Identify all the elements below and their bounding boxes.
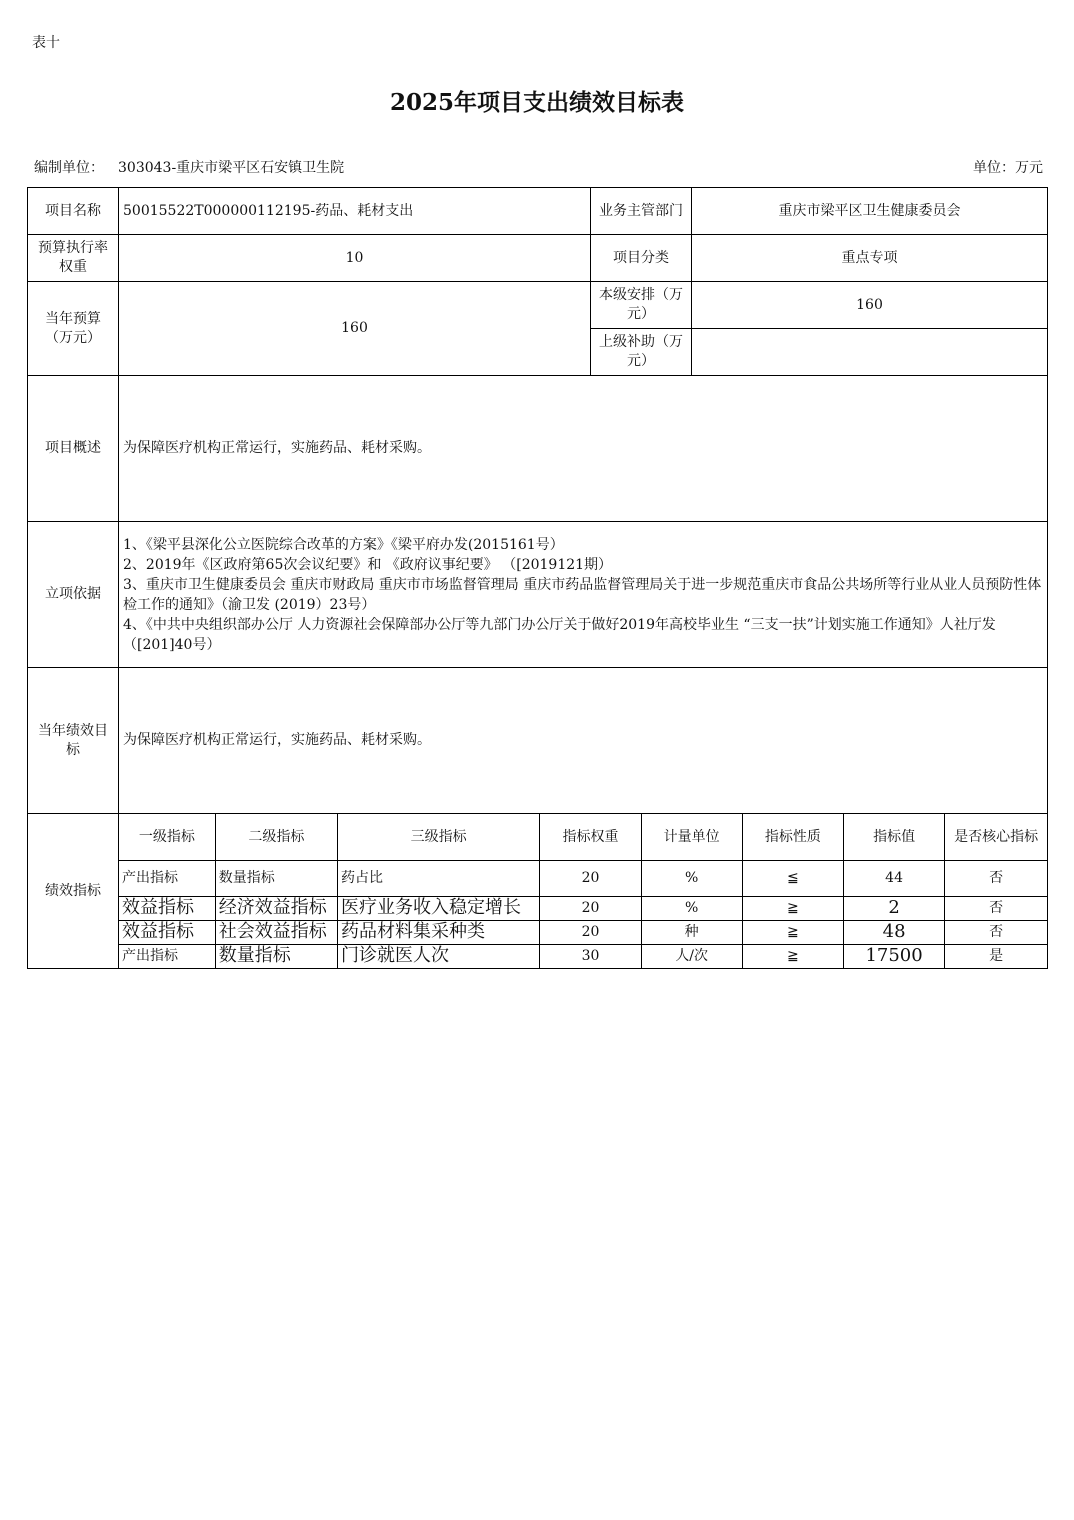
basis-item: 2、2019年《区政府第65次会议纪要》和 《政府议事纪要》 （[2019121期）	[123, 556, 613, 573]
nature-cell: ≦	[742, 860, 843, 896]
level3-cell: 医疗业务收入稳定增长	[337, 896, 539, 920]
weight-cell: 20	[540, 896, 641, 920]
value-cell: 48	[843, 920, 944, 944]
level2-cell: 数量指标	[215, 944, 337, 968]
budget-label: 当年预算（万元）	[28, 282, 119, 376]
nature-cell: ≧	[742, 920, 843, 944]
col-header: 是否核心指标	[945, 814, 1047, 860]
level3-cell: 药品材料集采种类	[337, 920, 539, 944]
col-header: 三级指标	[337, 814, 539, 860]
basis-label: 立项依据	[28, 522, 119, 668]
org-line	[34, 157, 358, 177]
overview-text: 为保障医疗机构正常运行，实施药品、耗材采购。	[119, 376, 1048, 522]
org-label: 编制单位：	[34, 160, 104, 176]
goal-label: 当年绩效目标	[28, 668, 119, 814]
unit-cell: 种	[641, 920, 742, 944]
perf-label: 绩效指标	[28, 814, 119, 969]
core-cell: 否	[945, 920, 1047, 944]
dept-label: 业务主管部门	[591, 188, 692, 235]
weight-cell: 30	[540, 944, 641, 968]
local-value: 160	[692, 282, 1048, 329]
category-label: 项目分类	[591, 235, 692, 282]
page-title: 2025年项目支出绩效目标表	[389, 89, 684, 116]
performance-table	[27, 187, 1048, 969]
level1-cell: 产出指标	[119, 860, 215, 896]
col-header: 指标值	[843, 814, 944, 860]
budget-value: 160	[119, 282, 591, 376]
col-header: 指标性质	[742, 814, 843, 860]
unit-cell: %	[641, 860, 742, 896]
value-cell: 2	[843, 896, 944, 920]
core-cell: 是	[945, 944, 1047, 968]
col-header: 一级指标	[119, 814, 215, 860]
upper-label: 上级补助（万元）	[591, 329, 692, 376]
table-number: 表十	[32, 35, 60, 51]
project-name: 50015522T000000112195-药品、耗材支出	[119, 188, 591, 235]
perf-cell	[119, 814, 1048, 969]
overview-label: 项目概述	[28, 376, 119, 522]
basis-item: 3、重庆市卫生健康委员会 重庆市财政局 重庆市市场监督管理局 重庆市药品监督管理局关于进一步规范重庆市食品公共场所等行业从业人员预防性体检工作的通知》（渝卫发 (2019）23号）	[123, 576, 1042, 613]
value-cell: 44	[843, 860, 944, 896]
basis-item: 1、《梁平县深化公立医院综合改革的方案》《梁平府办发(2015161号）	[123, 536, 564, 553]
org-value: 303043-重庆市梁平区石安镇卫生院	[118, 160, 345, 176]
core-cell: 否	[945, 896, 1047, 920]
col-header: 计量单位	[641, 814, 742, 860]
table-row	[119, 860, 1047, 896]
level2-cell: 数量指标	[215, 860, 337, 896]
nature-cell: ≧	[742, 944, 843, 968]
unit-label: 单位：万元	[973, 160, 1043, 176]
basis-text	[119, 522, 1048, 668]
indicator-table	[119, 814, 1047, 968]
local-label: 本级安排（万元）	[591, 282, 692, 329]
col-header: 二级指标	[215, 814, 337, 860]
exec-rate-value: 10	[119, 235, 591, 282]
table-row	[119, 944, 1047, 968]
category-value: 重点专项	[692, 235, 1048, 282]
goal-text: 为保障医疗机构正常运行，实施药品、耗材采购。	[119, 668, 1048, 814]
table-row	[119, 896, 1047, 920]
col-header: 指标权重	[540, 814, 641, 860]
level3-cell: 门诊就医人次	[337, 944, 539, 968]
value-cell: 17500	[843, 944, 944, 968]
weight-cell: 20	[540, 920, 641, 944]
nature-cell: ≧	[742, 896, 843, 920]
core-cell: 否	[945, 860, 1047, 896]
dept-value: 重庆市梁平区卫生健康委员会	[692, 188, 1048, 235]
table-row	[119, 920, 1047, 944]
weight-cell: 20	[540, 860, 641, 896]
basis-item: 4、《中共中央组织部办公厅 人力资源社会保障部办公厅等九部门办公厅关于做好2019年高校毕业生 “三支一扶”计划实施工作通知》人社厅发（[201]40号）	[123, 616, 996, 653]
exec-rate-label: 预算执行率权重	[28, 235, 119, 282]
level1-cell: 效益指标	[119, 896, 215, 920]
unit-cell: 人/次	[641, 944, 742, 968]
level2-cell: 经济效益指标	[215, 896, 337, 920]
level1-cell: 产出指标	[119, 944, 215, 968]
level3-cell: 药占比	[337, 860, 539, 896]
project-name-label: 项目名称	[28, 188, 119, 235]
level2-cell: 社会效益指标	[215, 920, 337, 944]
level1-cell: 效益指标	[119, 920, 215, 944]
unit-cell: %	[641, 896, 742, 920]
upper-value	[692, 329, 1048, 376]
